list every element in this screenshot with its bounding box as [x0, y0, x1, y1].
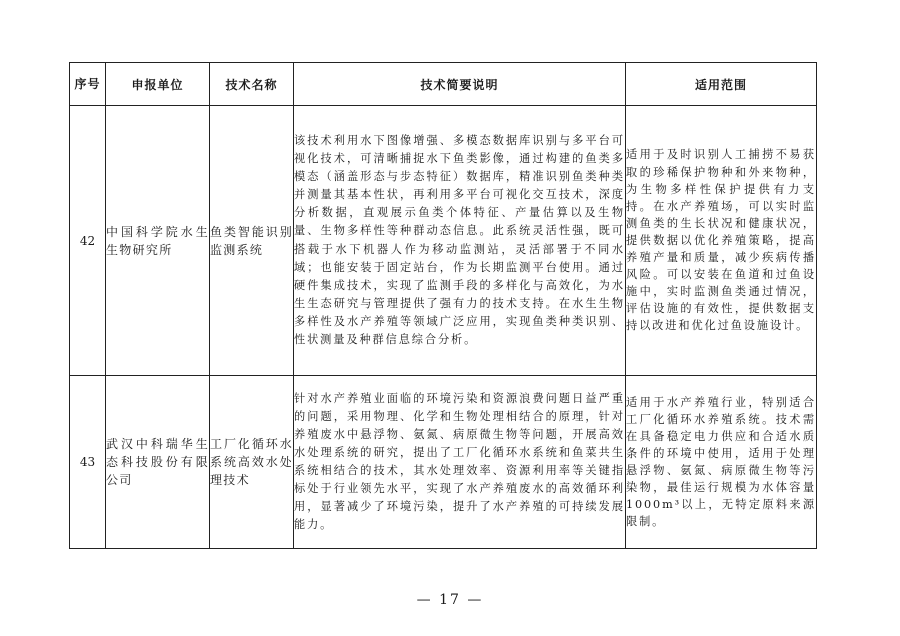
- table-row: [70, 376, 817, 549]
- row-seq: 42: [70, 106, 106, 376]
- row-tech-name: 工厂化循环水系统高效水处理技术: [210, 376, 294, 549]
- row-scope: 适用于水产养殖行业，特别适合工厂化循环水养殖系统。技术需在具备稳定电力供应和合适水质条件的环境中使用，适用于处理悬浮物、氨氮、病原微生物等污染物，最佳运行规模为水体容量1000m³以上，无特定原料来源限制。: [626, 395, 816, 529]
- table-row: [70, 106, 817, 376]
- row-description-cell: [294, 106, 626, 376]
- row-scope-cell: [626, 106, 817, 376]
- row-tech-name: 鱼类智能识别监测系统: [210, 106, 294, 376]
- row-unit: 武汉中科瑞华生态科技股份有限公司: [106, 376, 210, 549]
- row-scope-cell: [626, 376, 817, 549]
- row-seq: 43: [70, 376, 106, 549]
- technology-table: [69, 62, 817, 549]
- header-desc: 技术简要说明: [294, 63, 626, 106]
- table-header-row: [70, 63, 817, 106]
- row-unit: 中国科学院水生生物研究所: [106, 106, 210, 376]
- row-description: 针对水产养殖业面临的环境污染和资源浪费问题日益严重的问题，采用物理、化学和生物处理相结合的原理，针对养殖废水中悬浮物、氨氮、病原微生物等问题，开展高效水处理系统的研究，提出了工厂化循环水系统和鱼菜共生系统相结合的技术，其水处理效率、资源利用率等关键指标处于行业领先水平，实现了水产养殖废水的高效循环利用，显著减少了环境污染，提升了水产养殖的可持续发展能力。: [294, 391, 625, 532]
- header-seq: 序号: [70, 63, 106, 106]
- header-name: 技术名称: [210, 63, 294, 106]
- header-scope: 适用范围: [626, 63, 817, 106]
- row-description: 该技术利用水下图像增强、多模态数据库识别与多平台可视化技术，可清晰捕捉水下鱼类影像，通过构建的鱼类多模态（涵盖形态与步态特征）数据库，精准识别鱼类种类并测量其基本性状，再利用多平台可视化交互技术，深度分析数据，直观展示鱼类个体特征、产量估算以及生物量、生物多样性等种群动态信息。此系统灵活性强，既可搭载于水下机器人作为移动监测站，灵活部署于不同水域；也能安装于固定站台，作为长期监测平台使用。通过硬件集成技术，实现了监测手段的多样化与高效化，为水生生态研究与管理提供了强有力的技术支持。在水生生物多样性及水产养殖等领域广泛应用，实现鱼类种类识别、性状测量及种群信息综合分析。: [294, 133, 625, 346]
- row-scope: 适用于及时识别人工捕捞不易获取的珍稀保护物种和外来物种，为生物多样性保护提供有力支持。在水产养殖场，可以实时监测鱼类的生长状况和健康状况，提供数据以优化养殖策略，提高养殖产量和质量，减少疾病传播风险。可以安装在鱼道和过鱼设施中，实时监测鱼类通过情况，评估设施的有效性，提供数据支持以改进和优化过鱼设施设计。: [626, 148, 816, 333]
- row-description-cell: [294, 376, 626, 549]
- header-unit: 申报单位: [106, 63, 210, 106]
- page-number: — 17 —: [416, 592, 484, 608]
